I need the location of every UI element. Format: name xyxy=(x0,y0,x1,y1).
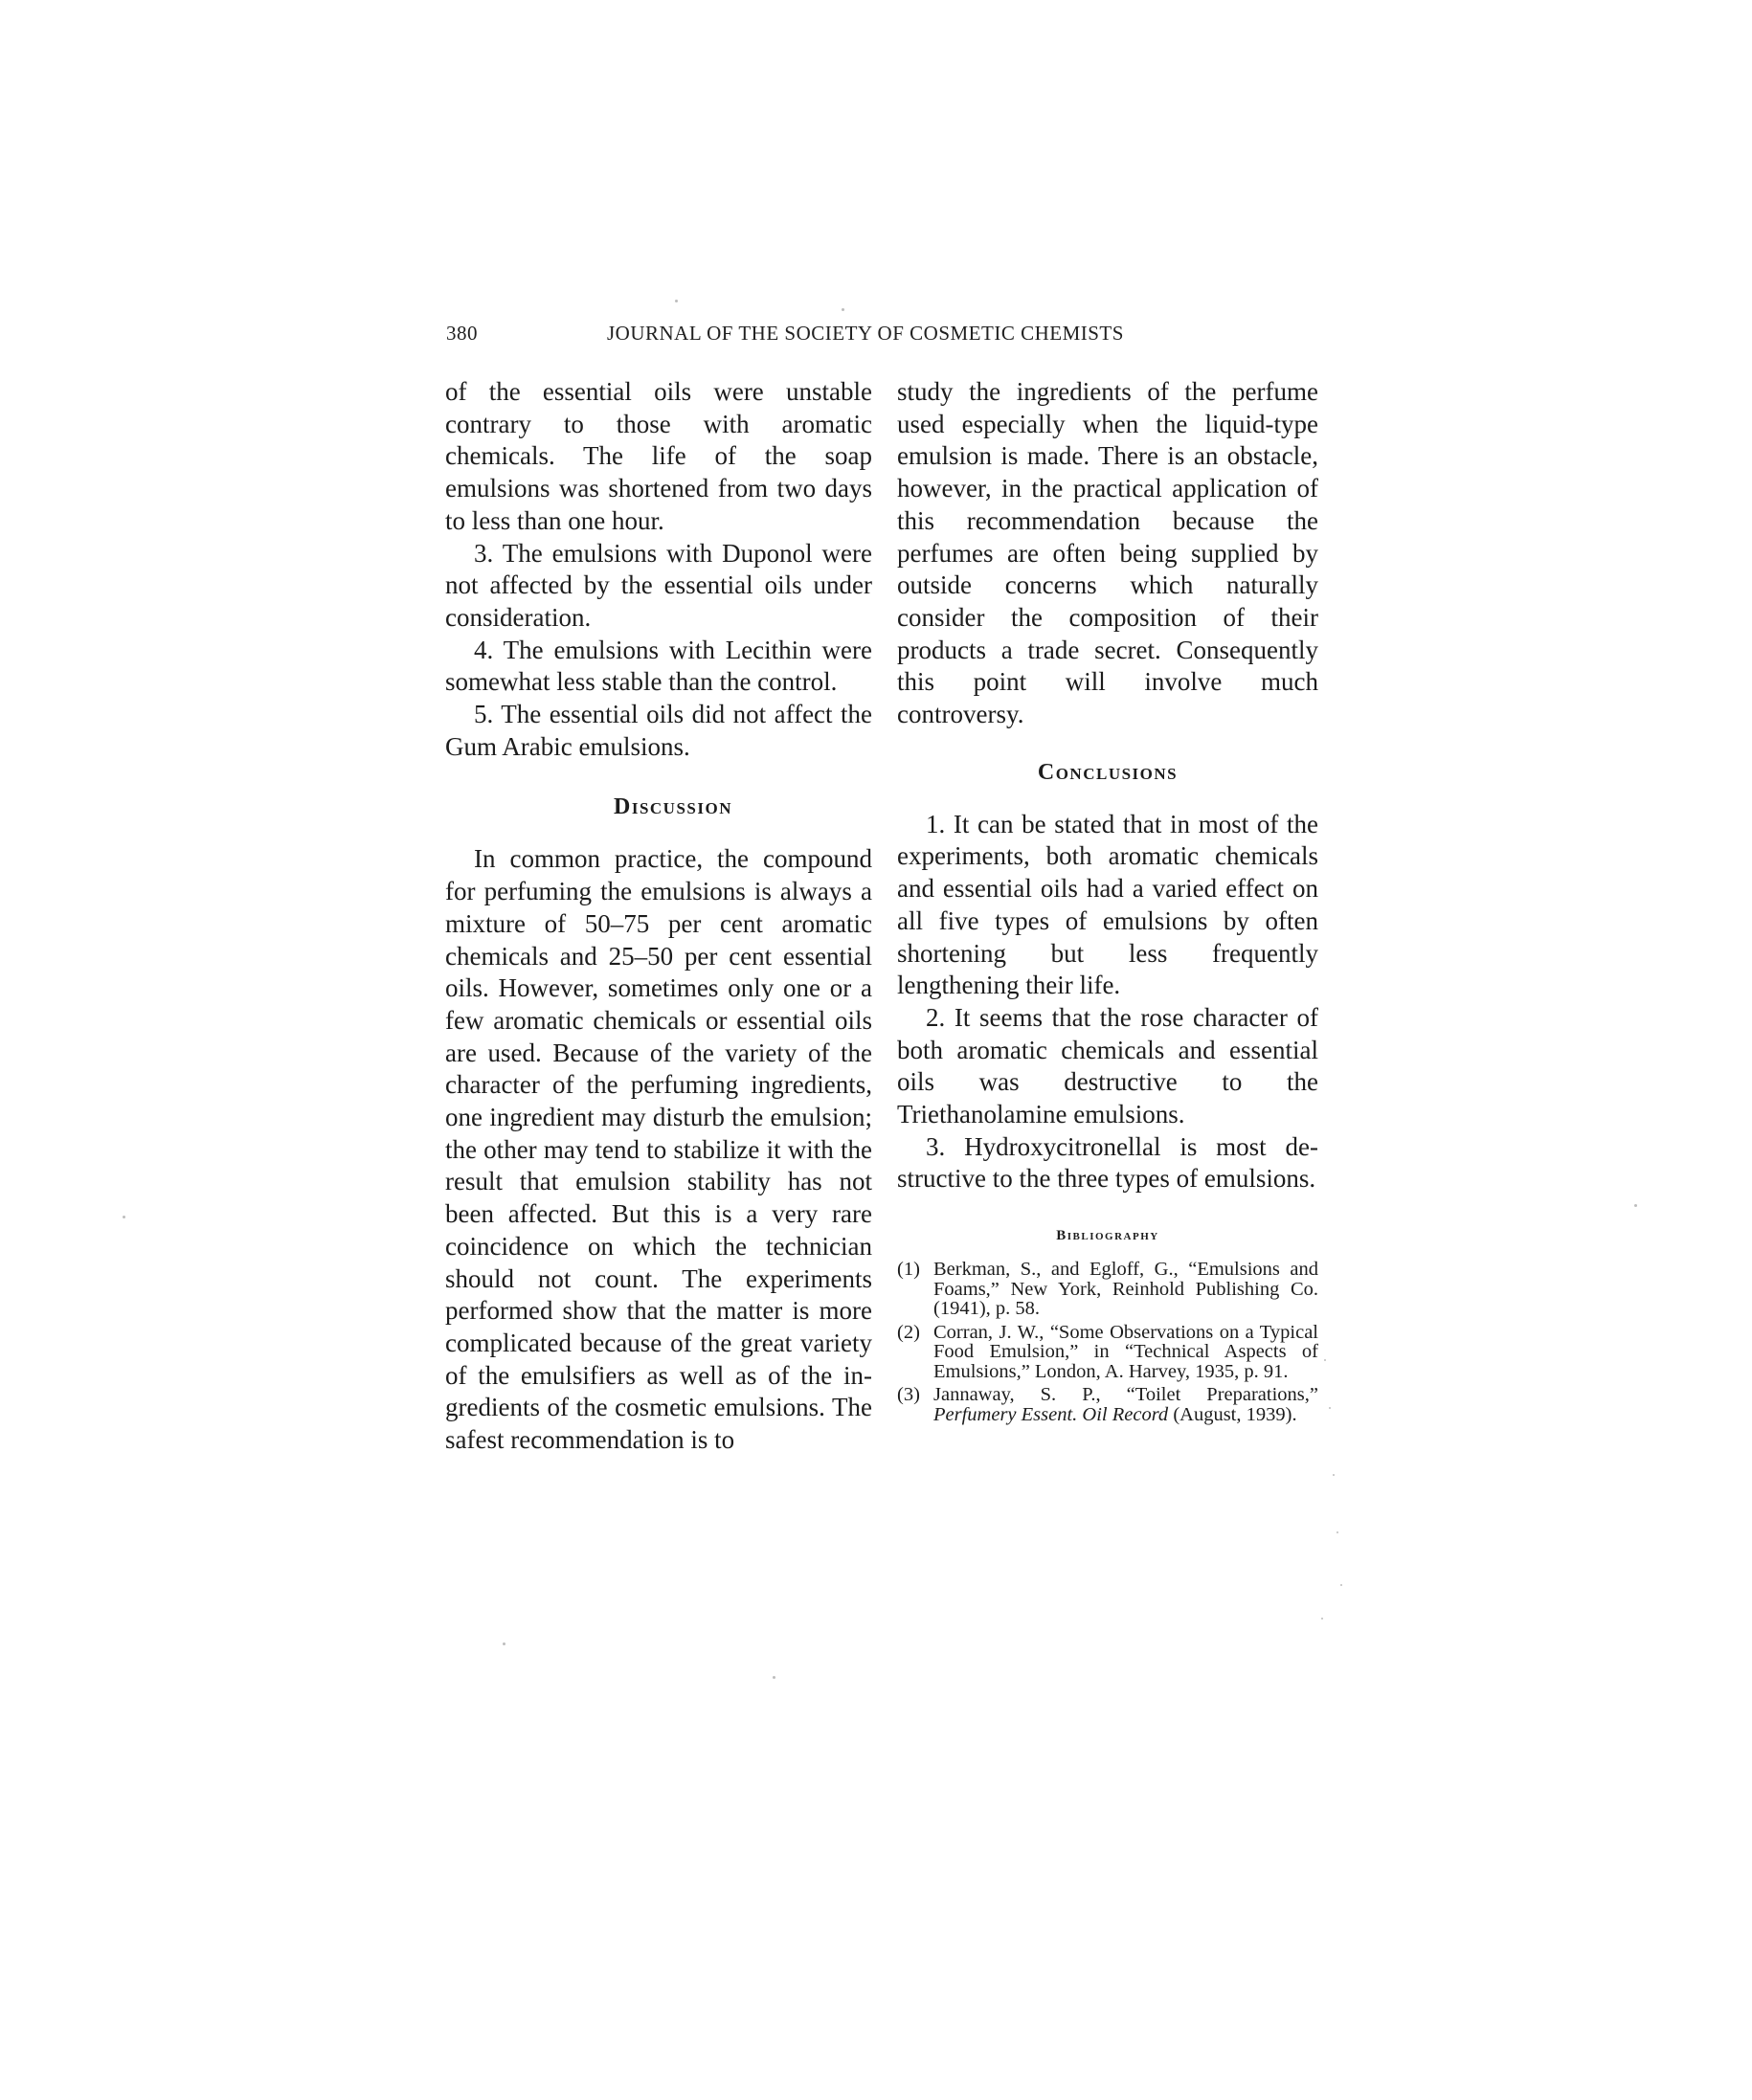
discussion-paragraph: In common practice, the compound for perfuming the emulsions is always a mixture of 50–75 per cent aromatic chemicals and 25–50 per cent essential oils. However, sometimes only one or a few aromatic chemicals or essential oils are used. Because of the variety of the character of the perfuming ingredients, one ingredient may disturb the emulsion; the other may tend to stabilize it with the result that emulsion stability has not been affected. But this is a very rare coincidence on which the technician should not count. The experiments performed show that the matter is more complicated because of the great variety of the emulsifiers as well as of the ingredients of the cosmetic emulsions. The safest recommendation is to xyxy=(445,844,872,1455)
bibliography-list xyxy=(897,1260,1318,1424)
bibliography-number: (3) xyxy=(897,1384,920,1406)
conclusion-item-3: 3. Hydroxycitronellal is most destructive to the three types of emulsions. xyxy=(897,1131,1318,1194)
results-item-3: 3. The emulsions with Duponol were not affected by the essential oils under consideration. xyxy=(445,538,872,632)
journal-title: JOURNAL OF THE SOCIETY OF COSMETIC CHEMISTS xyxy=(607,322,1124,345)
results-paragraph-continuation: of the essential oils were unstable contrary to those with aromatic chemicals. The life of the soap emulsions was shortened from two days to less than one hour. xyxy=(445,377,872,535)
bibliography-number: (2) xyxy=(897,1321,920,1343)
bibliography-number: (1) xyxy=(897,1259,920,1281)
bibliography-entry xyxy=(897,1385,1318,1424)
bibliography-entry xyxy=(897,1323,1318,1382)
discussion-paragraph-continuation: study the ingredients of the perfume used especially when the liquid-type emulsion is made. There is an obstacle, however, in the practical application of this recommendation because the perfumes are often being supplied by outside concerns which naturally consider the composition of their products a trade secret. Consequently this point will involve much controversy. xyxy=(897,377,1318,729)
scan-speck xyxy=(773,1676,775,1679)
scan-speck xyxy=(1634,1204,1637,1207)
bibliography-text: Corran, J. W., “Some Observations on a Typical Food Emulsion,” in “Technical Aspects of Emulsions,” London, A. Harvey, 1935, p. 91. xyxy=(933,1321,1318,1382)
results-item-5: 5. The essential oils did not affect the Gum Arabic emulsions. xyxy=(445,700,872,761)
scan-speck xyxy=(1340,1584,1342,1586)
discussion-heading: Discussion xyxy=(614,794,732,820)
bibliography-heading: Bibliography xyxy=(1056,1228,1159,1244)
right-column xyxy=(897,376,1318,1428)
conclusion-item-2: 2. It seems that the rose character of both aromatic chemicals and essential oils was destructive to the Triethanolamine emulsions. xyxy=(897,1002,1318,1129)
scan-speck xyxy=(1321,1618,1323,1620)
scan-speck xyxy=(1324,1359,1326,1361)
bibliography-journal-title: Perfumery Essent. Oil Record xyxy=(933,1403,1169,1425)
conclusions-heading: Conclusions xyxy=(1037,759,1179,785)
scan-speck xyxy=(842,308,844,311)
scan-speck xyxy=(1329,1407,1331,1409)
scan-speck xyxy=(1336,1531,1338,1533)
results-item-4: 4. The emulsions with Lecithin were somewhat less stable than the control. xyxy=(445,635,872,697)
running-header xyxy=(446,322,1174,350)
bibliography-text-before: Jannaway, S. P., “Toilet Preparations,” xyxy=(933,1384,1318,1406)
page-number: 380 xyxy=(446,322,478,345)
bibliography-text: Berkman, S., and Egloff, G., “Emulsions and Foams,” New York, Reinhold Publishing Co. (1941), p. 58. xyxy=(933,1259,1318,1320)
scan-speck xyxy=(503,1642,505,1645)
left-column xyxy=(445,376,872,1457)
scan-speck xyxy=(123,1216,125,1218)
bibliography-entry xyxy=(897,1260,1318,1319)
scan-speck xyxy=(1333,1474,1335,1476)
conclusion-item-1: 1. It can be stated that in most of the experiments, both aromatic chemicals and essential oils had a varied effect on all five types of emulsions by often shortening but less frequently lengthening their life. xyxy=(897,809,1318,1000)
scan-speck xyxy=(675,300,678,302)
bibliography-text-after: (August, 1939). xyxy=(1173,1403,1297,1425)
